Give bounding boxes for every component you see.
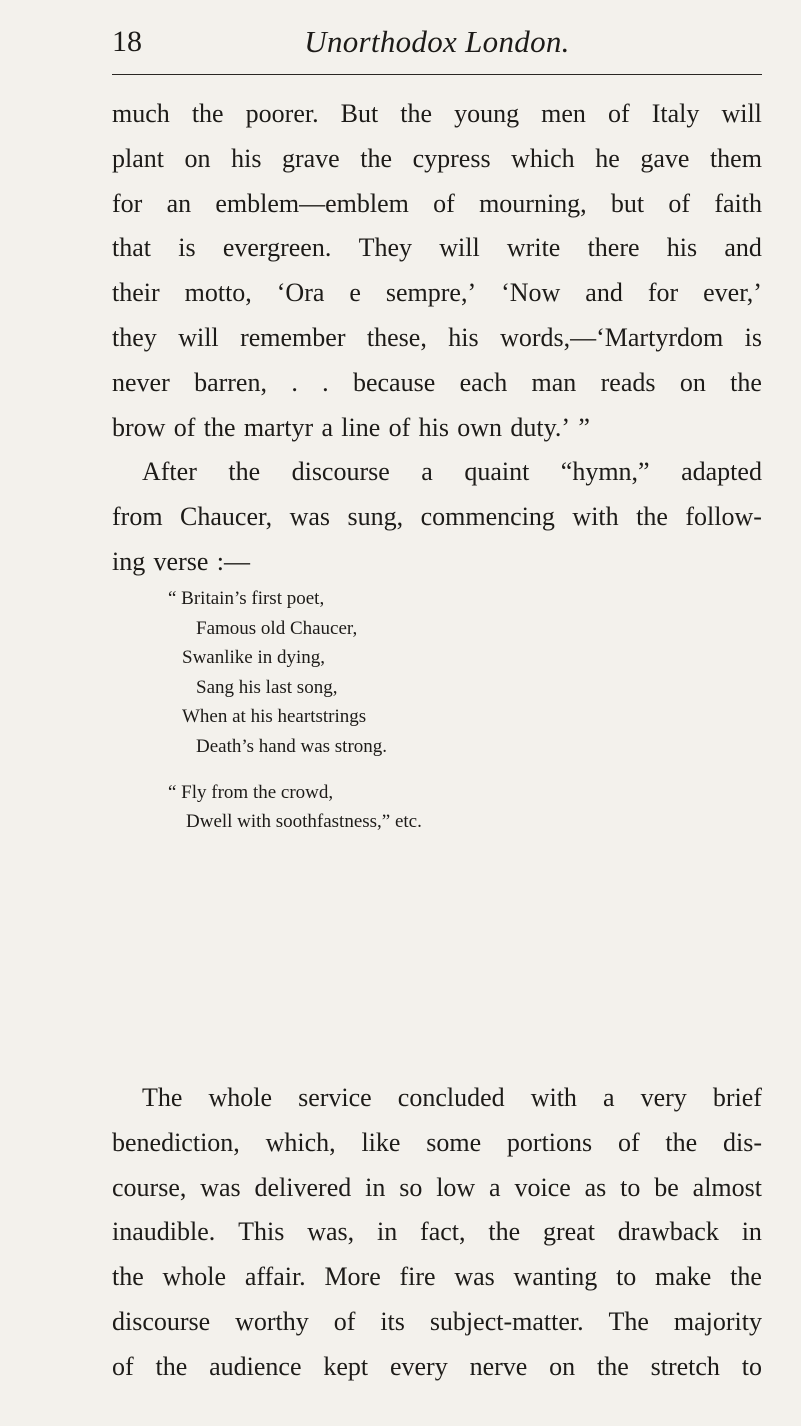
verse-line: Swanlike in dying, (182, 647, 326, 669)
text-line: their motto, ‘Ora e sempre,’ ‘Now and for ever,’ (112, 278, 762, 308)
text-line: much the poorer. But the young men of Italy will (112, 99, 762, 128)
verse-line: “ Britain’s first poet, (168, 588, 325, 609)
verse-line: When at his heartstrings (182, 706, 367, 728)
verse-line: “ Fly from the crowd, (168, 781, 334, 803)
text-line: plant on his grave the cypress which he gave them (112, 143, 762, 173)
verse-line: Dwell with soothfastness,” etc. (186, 811, 422, 833)
text-line: from Chaucer, was sung, commencing with the follow- (112, 501, 762, 531)
paragraph-3 (112, 1076, 762, 1390)
text-line: After the discourse a quaint “hymn,” adapted (142, 457, 762, 486)
text-line: course, was delivered in so low a voice as to be almost (112, 1172, 762, 1202)
text-line: ing verse :— (112, 546, 250, 576)
text-line: brow of the martyr a line of his own duty.’ ” (112, 412, 590, 442)
paragraph-1 (112, 92, 762, 450)
verse-line: Sang his last song, (196, 676, 338, 698)
running-title: Unorthodox London. (304, 24, 570, 59)
header-rule (112, 74, 762, 75)
text-line: they will remember these, his words,—‘Martyrdom is (112, 322, 762, 352)
text-line: The whole service concluded with a very brief (142, 1083, 762, 1112)
verse-line: Death’s hand was strong. (196, 735, 388, 757)
stanza-gap (168, 762, 728, 778)
page-number: 18 (112, 25, 142, 58)
verse-block (168, 584, 728, 837)
paragraph-2 (112, 450, 762, 584)
text-line: benediction, which, like some portions of the dis- (112, 1127, 762, 1157)
text-line: never barren, . . because each man reads on the (112, 367, 762, 397)
verse-line: Famous old Chaucer, (196, 617, 358, 639)
text-line: inaudible. This was, in fact, the great drawback in (112, 1217, 762, 1247)
text-line: for an emblem—emblem of mourning, but of faith (112, 188, 762, 218)
text-line: of the audience kept every nerve on the stretch to (112, 1351, 762, 1381)
text-line: the whole affair. More fire was wanting to make the (112, 1262, 762, 1292)
page-header (112, 22, 762, 62)
text-line: that is evergreen. They will write there his and (112, 233, 762, 263)
text-line: discourse worthy of its subject-matter. The majority (112, 1306, 762, 1336)
